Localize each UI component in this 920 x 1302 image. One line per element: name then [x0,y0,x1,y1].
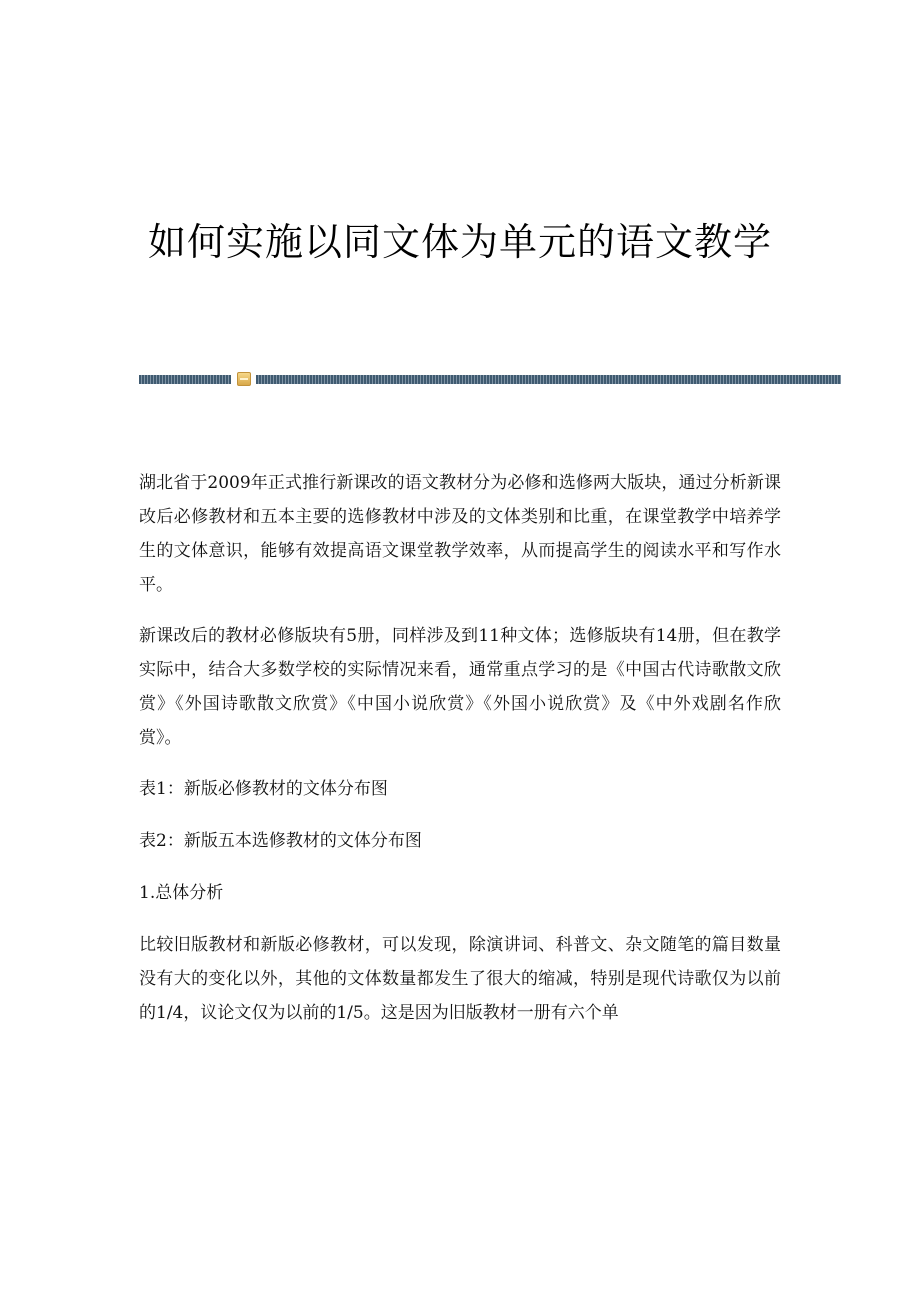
divider-left-bar [139,375,231,384]
section-heading-overall-analysis: 1.总体分析 [139,883,224,903]
table-caption-1: 表1：新版必修教材的文体分布图 [139,779,388,799]
title-divider [139,375,841,384]
body-paragraph-comparison: 比较旧版教材和新版必修教材，可以发现，除演讲词、科普文、杂文随笔的篇目数量没有大的变化以外，其他的文体数量都发生了很大的缩减，特别是现代诗歌仅为以前的1/4，议论文仅为以前的1/5。这是因为旧版教材一册有六个单 [139,935,781,1023]
body-paragraph-textbooks: 新课改后的教材必修版块有5册，同样涉及到11种文体；选修版块有14册，但在教学实际中，结合大多数学校的实际情况来看，通常重点学习的是《中国古代诗歌散文欣赏》《外国诗歌散文欣赏》《中国小说欣赏》《外国小说欣赏》及《中外戏剧名作欣赏》。 [139,626,781,748]
divider-emblem-icon [237,372,251,386]
document-title: 如何实施以同文体为单元的语文教学 [147,220,772,264]
body-paragraph-intro: 湖北省于2009年正式推行新课改的语文教材分为必修和选修两大版块，通过分析新课改后必修教材和五本主要的选修教材中涉及的文体类别和比重，在课堂教学中培养学生的文体意识，能够有效提高语文课堂教学效率，从而提高学生的阅读水平和写作水平。 [139,473,781,595]
document-body [139,466,781,1047]
table-caption-2: 表2：新版五本选修教材的文体分布图 [139,831,422,851]
divider-right-bar [256,375,841,384]
